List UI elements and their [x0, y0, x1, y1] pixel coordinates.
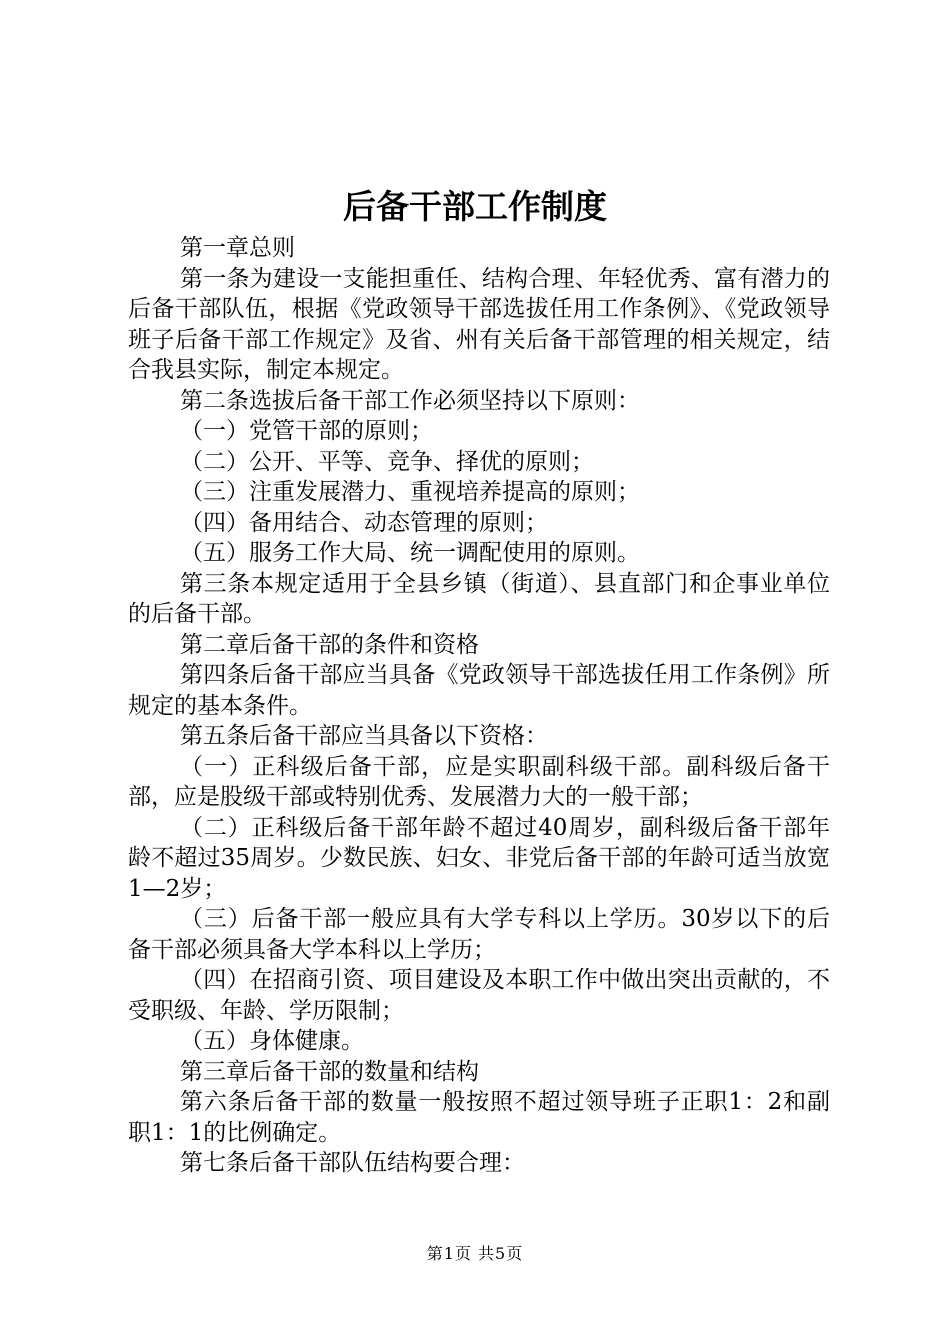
list-item: （三）注重发展潜力、重视培养提高的原则；	[180, 479, 640, 505]
paragraph: 第一条为建设一支能担重任、结构合理、年轻优秀、富有潜力的后备干部队伍，根据《党政领导干部选拔任用工作条例》、《党政领导班子后备干部工作规定》及省、州有关后备干部管理的相关规定，结合我县实际，制定本规定。	[128, 265, 830, 383]
paragraph: 第二条选拔后备干部工作必须坚持以下原则：	[180, 387, 640, 414]
paragraph: 第六条后备干部的数量一般按照不超过领导班子正职1：2和副职1：1的比例确定。	[128, 1089, 830, 1146]
chapter-heading: 第一章总则	[180, 235, 295, 261]
list-item: （五）身体健康。	[180, 1028, 364, 1054]
document-body	[128, 233, 830, 1179]
list-item: （四）备用结合、动态管理的原则；	[180, 509, 548, 536]
paragraph: 第四条后备干部应当具备《党政领导干部选拔任用工作条例》所规定的基本条件。	[128, 662, 830, 719]
list-item: （一）正科级后备干部，应是实职副科级干部。副科级后备干部，应是股级干部或特别优秀、发展潜力大的一般干部；	[128, 753, 830, 810]
list-item: （三）后备干部一般应具有大学专科以上学历。30岁以下的后备干部必须具备大学本科以上学历；	[128, 906, 830, 963]
list-item: （二）公开、平等、竞争、择优的原则；	[180, 448, 594, 475]
chapter-heading: 第二章后备干部的条件和资格	[180, 631, 479, 658]
paragraph: 第三条本规定适用于全县乡镇（街道）、县直部门和企事业单位的后备干部。	[128, 570, 830, 627]
list-item: （四）在招商引资、项目建设及本职工作中做出突出贡献的，不受职级、年龄、学历限制；	[128, 967, 830, 1024]
list-item: （五）服务工作大局、统一调配使用的原则。	[180, 540, 640, 566]
paragraph: 第五条后备干部应当具备以下资格：	[180, 723, 548, 749]
page-footer: 第1页 共5页	[426, 1244, 524, 1263]
chapter-heading: 第三章后备干部的数量和结构	[180, 1058, 479, 1085]
list-item: （二）正科级后备干部年龄不超过40周岁，副科级后备干部年龄不超过35周岁。少数民族、妇女、非党后备干部的年龄可适当放宽1—2岁；	[128, 814, 830, 902]
paragraph: 第七条后备干部队伍结构要合理：	[180, 1150, 525, 1176]
document-title: 后备干部工作制度	[343, 187, 607, 226]
list-item: （一）党管干部的原则；	[180, 418, 433, 444]
